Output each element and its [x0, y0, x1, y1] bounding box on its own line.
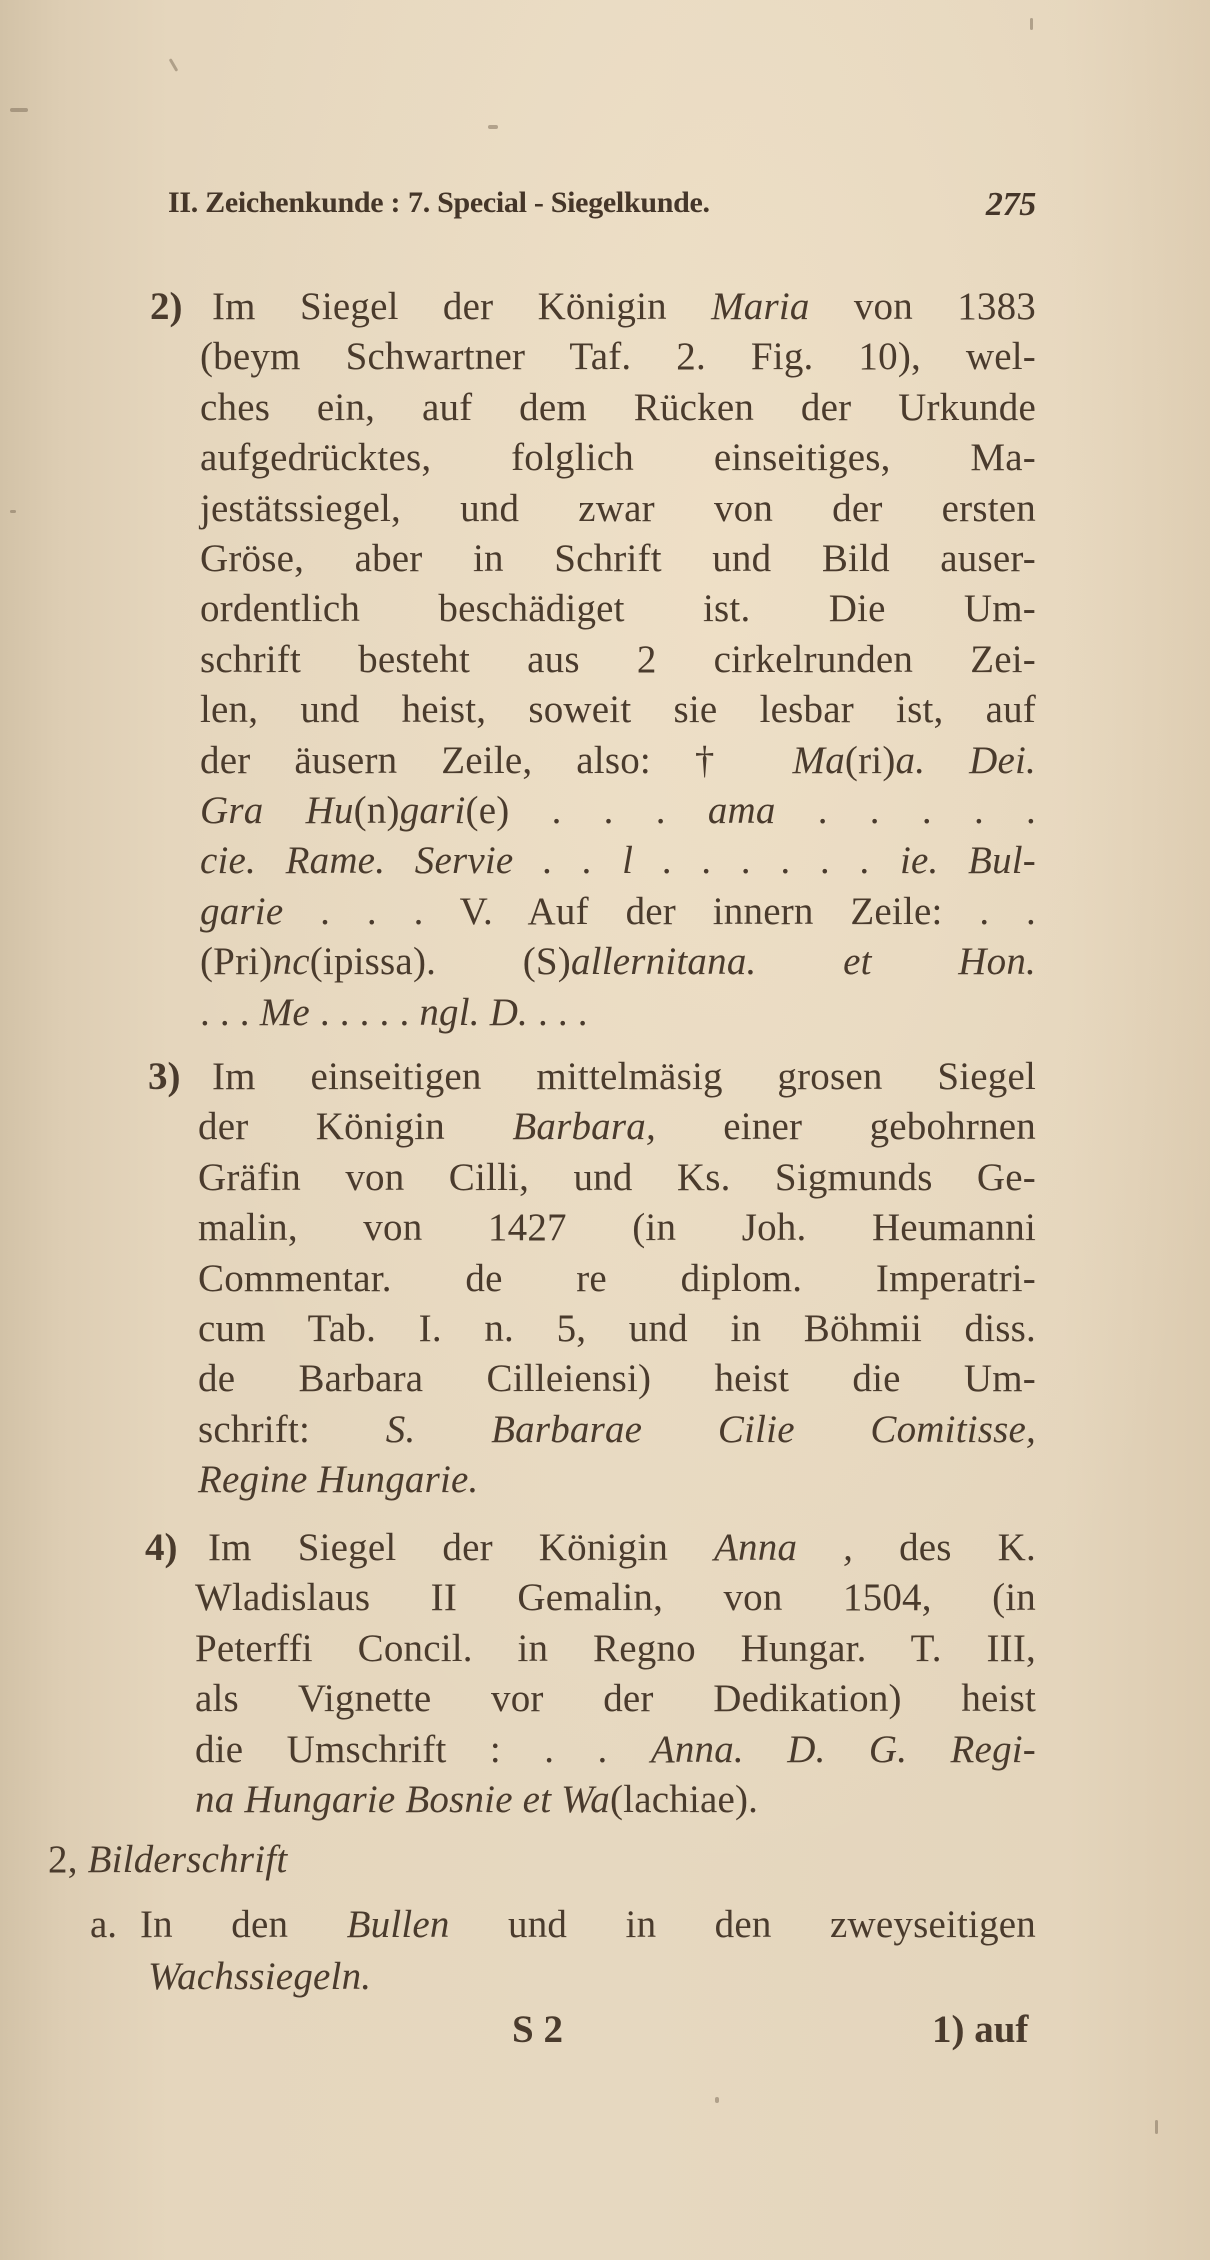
text-run: (ri) [844, 738, 896, 782]
text-run: aufgedrücktes, folglich einseitiges, Ma- [200, 436, 1036, 480]
italic-run: gari [399, 789, 466, 832]
subsection-line [148, 1952, 371, 2002]
text-run: (e) . . . [465, 789, 708, 832]
text-run: der Königin [198, 1105, 513, 1149]
text-line [195, 1573, 1036, 1623]
text-run: Gräfin von Cilli, und Ks. Sigmunds Ge- [198, 1155, 1036, 1199]
text-run: (n) [353, 789, 400, 832]
italic-run: ama [707, 789, 776, 832]
text-run: Im Siegel der Königin [208, 1526, 715, 1569]
italic-run: allernitana. et Hon. [570, 940, 1036, 984]
running-head-chapter: II. Zeichenkunde : [168, 186, 401, 219]
text-line [200, 937, 1036, 987]
italic-run: Maria [711, 285, 810, 328]
text-line [198, 1354, 1036, 1404]
running-head [168, 186, 1036, 230]
text-line [198, 1304, 1036, 1354]
text-run: cum Tab. I. n. 5, und in Böhmii diss. [198, 1307, 1036, 1350]
text-line [198, 1153, 1036, 1203]
text-run: von 1383 [809, 285, 1036, 328]
text-run: einer gebohrnen [655, 1105, 1036, 1149]
italic-run: ngl. D. [419, 990, 529, 1034]
text-run: (ipissa). (S) [309, 940, 571, 984]
text-line [198, 1455, 478, 1505]
item-label: 4) [145, 1526, 178, 1569]
text-run: und in den zweyseitigen [449, 1903, 1036, 1946]
paper-speck [715, 2097, 719, 2103]
text-run: Im einseitigen mittelmäsig grosen Siegel [212, 1055, 1036, 1098]
text-run: (beym Schwartner Taf. 2. Fig. 10), wel- [200, 335, 1036, 379]
italic-run: cie. Rame. Servie . . l . . . . . . ie. Bul- [200, 839, 1036, 883]
text-run: de Barbara Cilleiensi) heist die Um- [198, 1357, 1036, 1401]
italic-run: Regine Hungarie. [198, 1458, 479, 1502]
text-line [200, 736, 1036, 786]
text-line [200, 836, 1036, 886]
text-run: . . . . . [309, 990, 420, 1034]
text-line [200, 383, 1036, 433]
text-run: ches ein, auf dem Rücken der Urkunde [200, 385, 1036, 429]
section-title: Bilderschrift [87, 1838, 288, 1881]
italic-run: Barbara, [512, 1105, 656, 1149]
running-head-section: 7. Special - Siegelkunde. [408, 186, 710, 219]
text-run: . . . [528, 990, 588, 1034]
text-run: die Umschrift : . . [195, 1727, 651, 1771]
italic-run: a. Dei. [895, 738, 1036, 782]
paper-speck [1155, 2120, 1158, 2134]
signature-mark: S 2 [512, 2008, 563, 2051]
text-run: Gröse, aber in Schrift und Bild auser- [200, 537, 1036, 580]
text-run: Peterffi Concil. in Regno Hungar. T. III, [195, 1626, 1036, 1670]
text-line [195, 1775, 758, 1825]
italic-run: Ma [792, 738, 845, 782]
text-line [198, 1405, 1036, 1455]
text-line [198, 1203, 1036, 1253]
text-line [200, 887, 1036, 937]
text-run: schrift besteht aus 2 cirkelrunden Zei- [200, 637, 1036, 681]
italic-run: Me [259, 990, 310, 1034]
text-run: len, und heist, soweit sie lesbar ist, auf [200, 688, 1036, 732]
section-heading [48, 1835, 287, 1885]
text-run: . . . . . [775, 789, 1036, 832]
text-line [200, 534, 1036, 584]
text-run: als Vignette vor der Dedikation) heist [195, 1677, 1036, 1721]
text-run: (Pri) [200, 940, 273, 984]
page-number: 275 [985, 186, 1036, 223]
text-line [200, 433, 1036, 483]
text-run: des K. [853, 1526, 1036, 1569]
text-line [195, 1674, 1036, 1724]
italic-run: na Hungarie Bosnie et Wa [195, 1778, 610, 1821]
paper-speck [488, 125, 498, 129]
italic-run: nc [272, 940, 310, 984]
italic-run: S. Barbarae Cilie Comitisse, [385, 1407, 1036, 1451]
paper-speck [169, 58, 179, 72]
italic-run: garie [200, 889, 284, 933]
text-run: In den [140, 1903, 347, 1946]
text-run: Wladislaus II Gemalin, von 1504, (in [195, 1576, 1036, 1620]
text-line [200, 685, 1036, 735]
subsection-label: a. [90, 1903, 118, 1946]
text-line [200, 332, 1036, 382]
text-run: . . . [200, 990, 260, 1034]
item-label: 3) [148, 1055, 181, 1098]
text-run: (lachiae). [610, 1778, 759, 1821]
paper-speck [1030, 18, 1033, 30]
text-line [200, 584, 1036, 634]
text-line [198, 1254, 1036, 1304]
italic-run: Bullen [346, 1903, 450, 1946]
text-run: ordentlich beschädiget ist. Die Um- [200, 587, 1036, 631]
text-run: malin, von 1427 (in Joh. Heumanni [198, 1206, 1036, 1250]
text-line [195, 1624, 1036, 1674]
text-line [208, 1523, 1036, 1573]
text-line [200, 635, 1036, 685]
subsection-line [140, 1900, 1036, 1950]
text-line [200, 988, 588, 1038]
text-run: schrift: [198, 1407, 386, 1451]
section-number: 2, [48, 1838, 78, 1881]
text-run: Im Siegel der Königin [212, 285, 712, 328]
italic-run: Gra Hu [200, 789, 354, 832]
paper-speck [10, 108, 28, 112]
text-line [195, 1725, 1036, 1775]
text-run: . . . V. Auf der innern Zeile: . . [283, 889, 1036, 933]
italic-run: Anna , [714, 1526, 854, 1569]
catchword: 1) auf [932, 2008, 1029, 2051]
text-run: jestätssiegel, und zwar von der ersten [200, 486, 1036, 530]
text-line [200, 786, 1036, 836]
text-run: der äusern Zeile, also: † [200, 738, 793, 782]
text-line [200, 484, 1036, 534]
text-run: Commentar. de re diplom. Imperatri- [198, 1256, 1036, 1300]
paper-speck [10, 510, 16, 513]
item-label: 2) [150, 285, 183, 328]
text-line [212, 282, 1036, 332]
text-line [198, 1102, 1036, 1152]
text-line [212, 1052, 1036, 1102]
italic-run: Anna. D. G. Regi- [650, 1727, 1036, 1771]
italic-run: Wachssiegeln. [148, 1955, 372, 1998]
